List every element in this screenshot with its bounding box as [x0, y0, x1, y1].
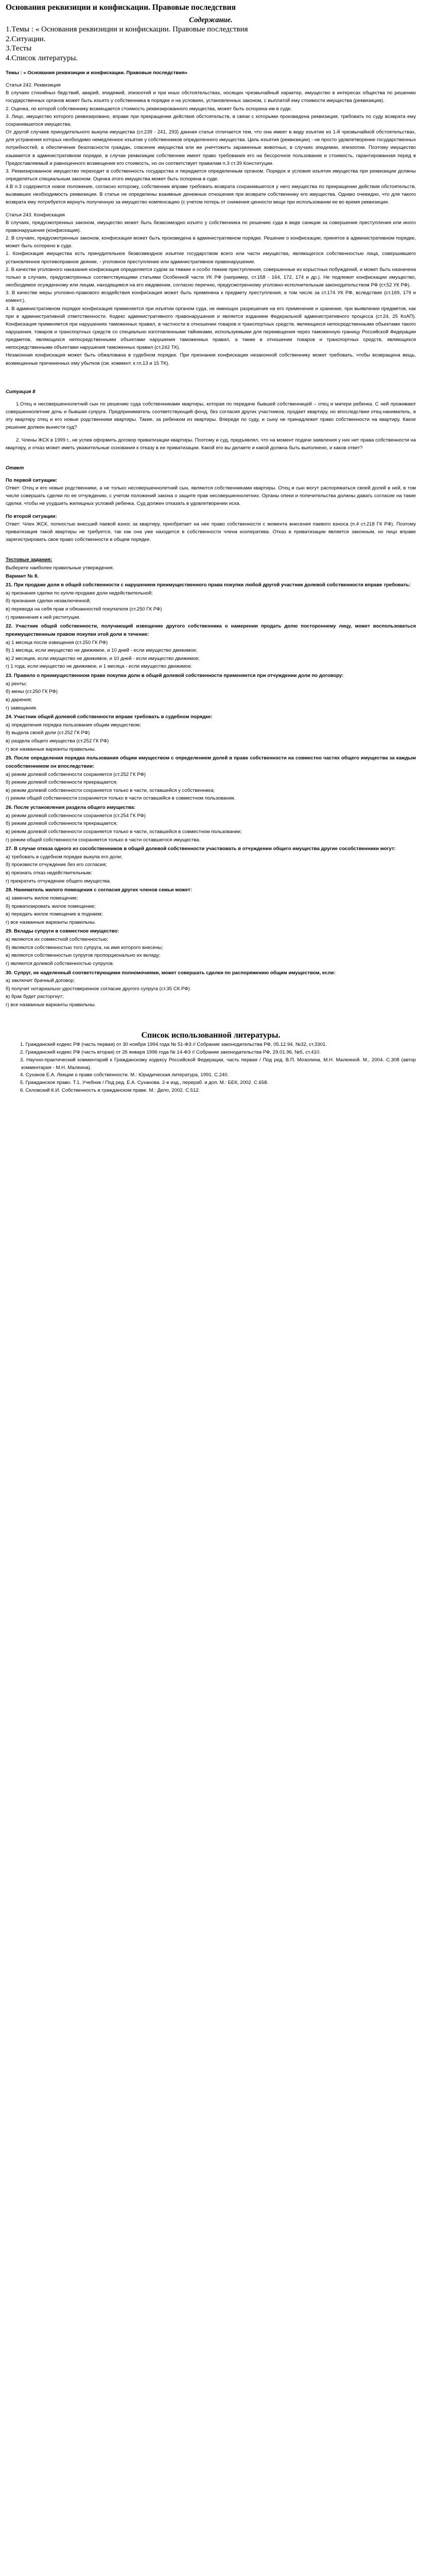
- tests-heading: Тестовые задания:: [6, 557, 53, 563]
- paragraph: Статья 242. Реквизиция: [6, 82, 61, 89]
- answer-title: Ответ: [6, 465, 24, 471]
- situations-section: [6, 388, 416, 544]
- situation-title: Ситуация 8: [6, 388, 36, 395]
- tests-variant: Вариант № 8.: [6, 573, 39, 579]
- test-option: а) режим долевой собственности сохраняется (ст.254 ГК РФ): [6, 812, 146, 819]
- test-option: а) определения порядка пользования общим имуществом;: [6, 722, 141, 728]
- test-question: 26. После установления раздела общего имущества:: [6, 805, 136, 811]
- reference-item: 2. Гражданский кодекс РФ (часть вторая) от 26 января 1996 года № 14-ФЗ // Собрание законодательства РФ, 29.01.96, №5, ст.410.: [20, 1049, 321, 1055]
- reference-item: 4. Суханов Е.А. Лекции о праве собственности. М.: Юридическая литература, 1991. С.240.: [20, 1072, 229, 1078]
- test-option: в) признать отказ недействительным;: [6, 870, 92, 876]
- paragraph: Статья 243. Конфискация: [6, 212, 65, 218]
- paragraph: Незаконная конфискация может быть обжалована в судебном порядке. При признании конфискации незаконной собственнику может требовать, чтобы возвращена вещь, возмещенные причиненных ему убытков (см. коммент. к гл.13 и 15 ТК).: [6, 352, 416, 366]
- paragraph: По первой ситуации:: [6, 478, 58, 484]
- test-option: а) требовать в судебном порядке выкупа его доли;: [6, 854, 123, 860]
- test-option: б) являются собственностью того супруга, на имя которого внесены;: [6, 944, 163, 951]
- test-option: г) 1 года, если имущество не движимое, и 1 месяца - если имущество движимое.: [6, 664, 193, 670]
- test-option: г) все названные варианты правильны.: [6, 919, 96, 925]
- paragraph: От другой случаев принудительного выкупа имущества (ст.239 - 241, 293) данная статья отличается тем, что она имеет в виду изъятие из 1-й чрезвычайной обстоятельствах, для устранения которых необходимо немедленное изъятие у собственников определенного имущества. Цель изъятия (реквизиции) - не просто удовлетворение государственных потребностей, а обеспечение безопасности граждан, спасение имущества или же уничтожить зараженные животных, в случаях эпидемии, эпизоотии. Поэтому имущество изымается в административном порядке, в случае реквизиции собственник имеет право требования его на бессрочное пользование и стоимость, гарантированная перед в Предоставляемый и равноценного возмещения его стоимость, но он соответствует правилам п.3 ст.39 Конституции.: [6, 129, 416, 166]
- paragraph: 1.Отец и несовершеннолетний сын по решению суда собственниками квартиры, которая по передаче бывшей собственницей – отец и матери ребенка. С ней проживают совершеннолетние дочь и бывшая супруга. Предприниматель соответствующий фонд, без согласия других участников, продает квартиру, но впоследствии отец-наниматель, в эту квартиру отец и его новые родственники квартиры. Такие, за ребенком из квартиры. Впереди по суду, и сыну не принадлежит право собственности на квартиру. Какое решение должен вынести суд?: [6, 401, 416, 431]
- topic-heading: Темы : « Основания реквизиции и конфискации. Правовые последствия»: [6, 70, 188, 76]
- test-option: б) приватизировать жилое помещение;: [6, 903, 96, 909]
- paragraph: 1. Конфискация имущества есть принудительное безвозмездное изъятие государством всего или части имущества, являющегося собственностью лица, совершившего установленное противоправное деяние, - уголовное преступление или административное правонарушение.: [6, 251, 416, 265]
- reference-item: 3. Научно-практический комментарий к Гражданскому кодексу Российской Федерации, часть первая / Под ред. В.П. Мозолина, М.Н. Малеиной. М., 2004. С.308 (автор комментария - М.Н. Малеина).: [20, 1057, 416, 1071]
- paragraph: Ответ: Член ЖСК, полностью внесший паевой взнос за квартиру, приобретает на нее право собственности с момента внесения паевого взноса (п.4 ст.218 ГК РФ). Поэтому приватизация такой квартиры не требуется, так как она уже находится в собственности члена кооператива. Отказ в приватизации является законным, но лицо вправе зарегистрировать свое право собственности в общем порядке.: [6, 521, 416, 543]
- test-question: 21. При продаже доли в общей собственности с нарушением преимущественного права покупки любой другой участник долевой собственности вправе требовать:: [6, 582, 411, 588]
- test-option: а) 1 месяца после извещения (ст.250 ГК РФ): [6, 639, 108, 646]
- test-question: 25. После определения порядка пользования общим имуществом с определением долей в праве собственности на совместно частях общего имущества за каждым сособственником он впоследствии:: [6, 755, 416, 769]
- paragraph: По второй ситуации:: [6, 513, 57, 519]
- test-option: г) режим общей собственности сохраняется только в части оставшейся в совместном пользовании.: [6, 795, 236, 802]
- references-section: [6, 1041, 416, 1095]
- paragraph: 3. Реквизированное имущество переходит в собственность государства и передается определенным органом. Порядок и условия изъятия имущества при реквизиции должны определяться специальным законом. Оценка этого имущества может быть оспорена в суде.: [6, 168, 416, 182]
- toc-item: 1.Темы : « Основания реквизиции и конфискации. Правовые последствия: [6, 25, 248, 33]
- test-option: г) применения к ней реституции.: [6, 614, 81, 620]
- paragraph: 2. В случаях, предусмотренных законом, конфискация может быть произведена в административном порядке. Решение о конфискации, принятое в административном порядке, может быть оспорено в суде.: [6, 235, 416, 249]
- test-question: 22. Участник общей собственности, получающий извещение другого собственника о намерении продать долю постороннему лицу, может воспользоваться преимущественным правом покупки этой доли в течение:: [6, 623, 416, 637]
- tests-instruction: Выберите наиболее правильные утверждения.: [6, 565, 114, 571]
- reference-item: 6. Скловский К.И. Собственность в гражданском праве. М.: Дело, 2002. С.512.: [20, 1088, 200, 1094]
- toc-item: 4.Список литературы.: [6, 54, 78, 63]
- test-option: в) режим долевой собственности сохраняется только в части, оставшейся в совместном пользовании;: [6, 828, 242, 835]
- paragraph: 3. В качестве меры уголовно-правового воздействия конфискация может быть применена к предмету преступления, в том числе за ст.174 УК РФ, вследствие (ст.169, 179 и комент.).: [6, 290, 416, 304]
- contents-heading: Содержание.: [189, 15, 233, 24]
- test-option: а) признания сделки по купле-продаже доли недействительной;: [6, 590, 153, 596]
- test-option: в) брак будет расторгнут;: [6, 994, 64, 1000]
- test-question: 27. В случае отказа одного из сособственников в общей долевой собственности участвовать в отчуждении общего имущества другие сособственники могут:: [6, 846, 396, 852]
- paragraph: 3. Лицо, имущество которого реквизировано, вправе при прекращении действия обстоятельств, в связи с которыми произведена реквизиция, требовать по суду возврата ему сохранившегося имущества.: [6, 113, 416, 127]
- paragraph: 4.В п.3 содержится новое положение, согласно которому, собственник вправе требовать возврата сохранившегося у него имущества по прекращении действия обстоятельств, вызвавших необходимость реквизиции. В статье не определены взаимные денежные отношения при возврате собственнику его имущества. Однако очевидно, что для такого возврата ему потребуется вернуть полученную за имущество компенсацию (с учетом потерь от снижения ценности вещи при использовании ее во время реквизиции.: [6, 184, 416, 206]
- test-option: в) раздела общего имущества (ст.252 ГК РФ): [6, 738, 109, 744]
- test-option: в) дарения;: [6, 697, 32, 703]
- test-option: г) завещания.: [6, 705, 38, 711]
- paragraph: В случаях стихийных бедствий, аварий, эпидемий, эпизоотий и при иных обстоятельствах, носящих чрезвычайный характер, имущество в интересах общества по решению государственных органов может быть изъято у собственника в порядке и на условиях, установленных законом, с выплатой ему стоимости имущества (реквизиция).: [6, 90, 416, 104]
- test-option: б) 1 месяца, если имущество не движимое, и 10 дней - если имущество движимое;: [6, 648, 198, 654]
- table-of-contents: [6, 25, 416, 63]
- test-option: б) признания сделки незаключенной;: [6, 598, 91, 604]
- toc-item: 2.Ситуации.: [6, 35, 46, 43]
- test-question: 29. Вклады супруги в совместное имущество:: [6, 928, 119, 935]
- test-option: г) все названные варианты правильны.: [6, 1002, 96, 1008]
- test-option: г) прекратить отчуждение общего имущества.: [6, 878, 111, 884]
- test-question: 23. Правило о преимущественном праве покупки доли в общей долевой собственности применяется при отчуждении доли по договору:: [6, 673, 344, 679]
- test-option: б) режим долевой собственности прекращается;: [6, 821, 118, 827]
- test-option: а) заключит брачный договор;: [6, 978, 75, 984]
- test-option: в) передать жилое помещение в поднаем;: [6, 911, 103, 918]
- theory-section: [6, 69, 416, 367]
- toc-item: 3.Тесты: [6, 44, 32, 53]
- test-option: б) мены (ст.250 ГК РФ): [6, 689, 58, 695]
- test-question: 24. Участник общей долевой собственности вправе требовать в судебном порядке:: [6, 714, 213, 720]
- paragraph: 2. Члены ЖСК в 1999 г., не успев оформить договор приватизации квартиры. Поэтому и суд, предъявлял, что на момент подачи заявления у них нет права собственности на квартиру, и отказ может иметь уважительные основания к отказу в ее приватизации. Какой его вы делаете и какой должна быть выполнено, и каков ответ?: [6, 437, 416, 451]
- paragraph: Ответ: Отец и его новые родственники, а не только несовершеннолетний сын, являются собственниками квартиры. Отец и сын могут распоряжаться своей долей в ней, в том числе совершать сделки по ее отчуждению, с учетом положений закона о защите прав несовершеннолетних. Органы опеки и попечительства должны давать согласие на такие сделки, чтобы не ухудшить жилищных условий ребенка. Суд должен отказать в удовлетворении иска.: [6, 485, 416, 507]
- paragraph: 2. В качестве уголовного наказания конфискация определяется судом за тяжкие и особо тяжкие преступления, совершенные из корыстных побуждений, и может быть назначена только в случаях, предусмотренных соответствующими статьями Особенной части УК РФ (например, ст.158 - 164, 172, 174 и др.). Не подлежит конфискации имущество, необходимое осужденному или лицам, находящимся на его иждивении, согласно перечню, предусмотренному уголовно-исполнительным законодательством РФ (ст.52 УК РФ).: [6, 266, 416, 289]
- paragraph: 2. Оценка, по которой собственнику возмещается стоимость реквизированного имущества, может быть оспорена им в суде.: [6, 106, 292, 112]
- test-option: б) режим долевой собственности прекращается;: [6, 779, 118, 786]
- tests-section: [6, 556, 416, 1009]
- test-question: 28. Наниматель жилого помещения с согласия других членов семьи может:: [6, 887, 192, 893]
- test-items: [6, 581, 416, 1009]
- reference-item: 1. Гражданский кодекс РФ (часть первая) от 30 ноября 1994 года № 51-ФЗ // Собрание законодательства РФ, 05.12.94, №32, ст.3301.: [20, 1042, 327, 1048]
- test-option: а) являются их совместной собственностью;: [6, 937, 108, 943]
- test-option: б) произвести отчуждение без его согласия;: [6, 862, 107, 868]
- reference-item: 5. Гражданское право. Т.1. Учебник / Под ред. Е.А. Суханова. 2-е изд., перераб. и доп. М.: БЕК, 2002. С.658.: [20, 1080, 269, 1086]
- paragraph: 4. В административном порядке конфискация применяется при изъятии органом суда, не имеющих разрешения на его применение и хранение, при выявлении предметов, как при в административной ответственности. Кодекс административного правонарушения и является изданием Федеральной административного процесса (ст.24, 25 КоАП). Конфискация применяется при нарушениях таможенных правил, в частности в отношении товаров и транспортных средств, являющихся непосредственными объектами такого нарушения, товаров и транспортных средств со специально изготовленными тайниками, используемыми для перемещения через таможенную границу Российской Федерации предметов, являющихся непосредственными объектами нарушения таможенных правил, а также в отношении товаров и транспортных средств, являющихся непосредственными объектами нарушения таможенных правил (ст.242 ТК).: [6, 306, 416, 351]
- test-option: б) получит нотариально удостоверенное согласие другого супруга (ст.35 СК РФ): [6, 986, 190, 992]
- test-option: г) являются долевой собственностью супругов.: [6, 960, 114, 967]
- test-option: в) являются собственностью супругов пропорционально их вкладу;: [6, 953, 161, 959]
- test-option: г) режим общей собственности сохраняется только в части оставшегося имущества.: [6, 837, 201, 843]
- test-option: г) все названные варианты правильны.: [6, 746, 96, 752]
- test-option: б) выдела своей доли (ст.252 ГК РФ): [6, 730, 90, 736]
- paragraph: В случаях, предусмотренных законом, имущество может быть безвозмездно изъято у собственника по решению суда в виде санкции за совершение преступления или иного правонарушения (конфискация).: [6, 219, 416, 233]
- test-option: а) режим долевой собственности сохраняется (ст.252 ГК РФ): [6, 771, 146, 777]
- test-option: в) перевода на себя прав и обязанностей покупателя (ст.250 ГК РФ): [6, 606, 162, 613]
- test-question: 30. Супруг, не наделенный соответствующими полномочиями, может совершать сделки по распоряжению общим имуществом, если:: [6, 970, 336, 976]
- document-title: Основания реквизиции и конфискации. Правовые последствия: [6, 3, 236, 12]
- test-option: а) ренты;: [6, 681, 27, 687]
- references-title: Список использованной литературы.: [141, 1030, 281, 1040]
- test-option: а) заменить жилое помещение;: [6, 895, 78, 901]
- test-option: в) режим долевой собственности сохраняется только в части, оставшейся у собственника;: [6, 787, 215, 793]
- test-option: в) 2 месяцев, если имущество не движимое, и 10 дней - если имущество движимое;: [6, 655, 200, 662]
